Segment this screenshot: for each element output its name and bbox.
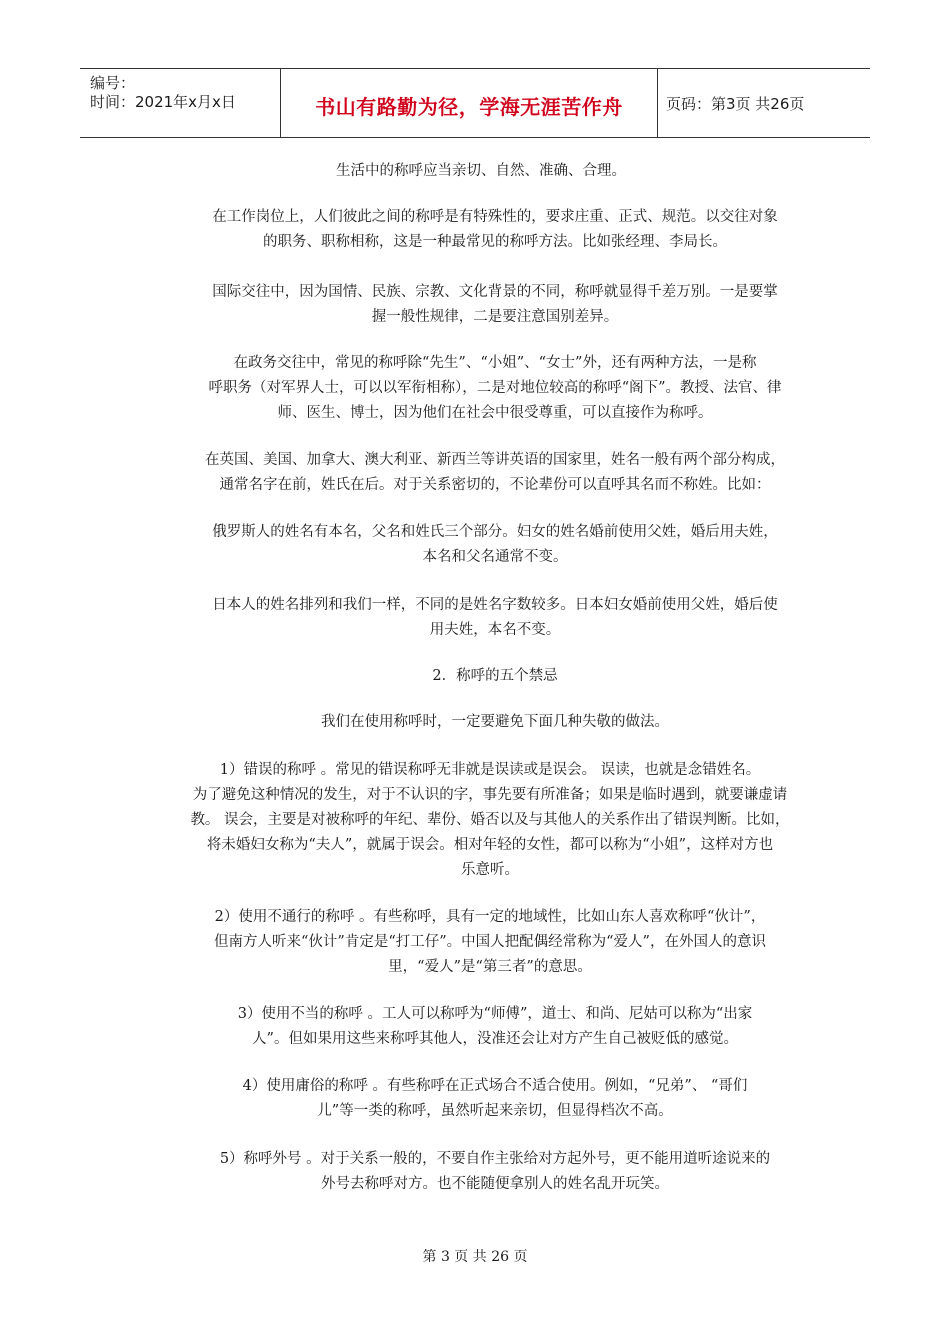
- paragraph: [150, 593, 840, 643]
- text-line: 1）错误的称呼 。常见的错误称呼无非就是误读或是误会。 误读，也就是念错姓名。: [219, 762, 761, 778]
- header-page-cell: [658, 69, 870, 137]
- text-line: 为了避免这种情况的发生，对于不认识的字，事先要有所准备；如果是临时遇到，就要谦虚请: [192, 787, 788, 803]
- text-line: 本名和父名通常不变。: [422, 549, 568, 565]
- paragraph: [150, 1002, 840, 1052]
- paragraph: [140, 905, 840, 980]
- motto: 书山有路勤为径，学海无涯苦作舟: [315, 95, 623, 119]
- text-line: 4）使用庸俗的称呼 。有些称呼在正式场合不适合使用。例如，“兄弟”、 “哥们: [242, 1078, 748, 1094]
- text-line: 外号去称呼对方。也不能随便拿别人的姓名乱开玩笑。: [321, 1176, 669, 1192]
- header-meta-cell: [80, 69, 281, 137]
- page-header: [80, 68, 870, 138]
- header-motto-cell: [281, 69, 658, 137]
- text-line: 儿”等一类的称呼，虽然听起来亲切，但显得档次不高。: [317, 1103, 673, 1119]
- text-line: 在工作岗位上，人们彼此之间的称呼是有特殊性的，要求庄重、正式、规范。以交往对象: [212, 209, 778, 225]
- text-line: 但南方人听来“伙计”肯定是“打工仔”。中国人把配偶经常称为“爱人”，在外国人的意识: [214, 934, 766, 950]
- paragraph: [150, 1147, 840, 1197]
- text-line: 国际交往中，因为国情、民族、宗教、文化背景的不同，称呼就显得千差万别。一是要掌: [212, 284, 778, 300]
- paragraph: [150, 205, 840, 255]
- time-label: 时间：2021年x月x日: [90, 93, 236, 111]
- page-footer: 第 3 页 共 26 页: [422, 1249, 528, 1265]
- paragraph: [150, 520, 840, 570]
- text-line: 3）使用不当的称呼 。工人可以称呼为“师傅”，道士、和尚、尼姑可以称为“出家: [237, 1006, 753, 1022]
- paragraph: [140, 758, 840, 883]
- text-line: 里，“爱人”是“第三者”的意思。: [388, 959, 592, 975]
- text-line: 在政务交往中，常见的称呼除“先生”、“小姐”、“女士”外，还有两种方法，一是称: [233, 355, 757, 371]
- paragraph: [150, 1074, 840, 1124]
- paragraph: [150, 280, 840, 330]
- text-line: 用夫姓，本名不变。: [429, 622, 561, 638]
- text-line: 握一般性规律，二是要注意国别差异。: [371, 309, 619, 325]
- text-line: 呼职务（对军界人士，可以以军衔相称），二是对地位较高的称呼“阁下”。教授、法官、律: [208, 380, 782, 396]
- text-line: 日本人的姓名排列和我们一样，不同的是姓名字数较多。日本妇女婚前使用父姓，婚后使: [212, 597, 778, 613]
- text-line: 生活中的称呼应当亲切、自然、准确、合理。: [336, 163, 626, 179]
- text-line: 教。 误会，主要是对被称呼的年纪、辈份、婚否以及与其他人的关系作出了错误判断。比如，: [190, 812, 790, 828]
- text-line: 的职务、职称相称，这是一种最常见的称呼方法。比如张经理、李局长。: [263, 234, 727, 250]
- paragraph: [150, 351, 840, 426]
- text-line: 通常名字在前，姓氏在后。对于关系密切的，不论辈份可以直呼其名而不称姓。比如：: [219, 477, 771, 493]
- text-line: 我们在使用称呼时，一定要避免下面几种失敬的做法。: [321, 714, 669, 730]
- text-line: 人”。但如果用这些来称呼其他人，没准还会让对方产生自己被贬低的感觉。: [252, 1031, 738, 1047]
- paragraph: [150, 710, 840, 735]
- text-line: 5）称呼外号 。对于关系一般的，不要自作主张给对方起外号，更不能用道听途说来的: [219, 1151, 771, 1167]
- text-line: 2）使用不通行的称呼 。有些称呼，具有一定的地域性，比如山东人喜欢称呼“伙计”，: [214, 909, 766, 925]
- page-code: 页码：第3页 共26页: [666, 95, 805, 113]
- text-line: 在英国、美国、加拿大、澳大利亚、新西兰等讲英语的国家里，姓名一般有两个部分构成，: [205, 452, 785, 468]
- section-heading: [150, 664, 840, 689]
- paragraph: [336, 159, 736, 184]
- text-line: 俄罗斯人的姓名有本名，父名和姓氏三个部分。妇女的姓名婚前使用父姓，婚后用夫姓，: [212, 524, 778, 540]
- text-line: 将未婚妇女称为“夫人”，就属于误会。相对年轻的女性，都可以称为“小姐”，这样对方也: [206, 837, 774, 853]
- text-line: 乐意听。: [461, 862, 519, 878]
- number-label: 编号：: [90, 74, 136, 92]
- text-line: 师、医生、博士，因为他们在社会中很受尊重，可以直接作为称呼。: [277, 405, 713, 421]
- text-line: 2．称呼的五个禁忌: [432, 668, 558, 684]
- paragraph: [150, 448, 840, 498]
